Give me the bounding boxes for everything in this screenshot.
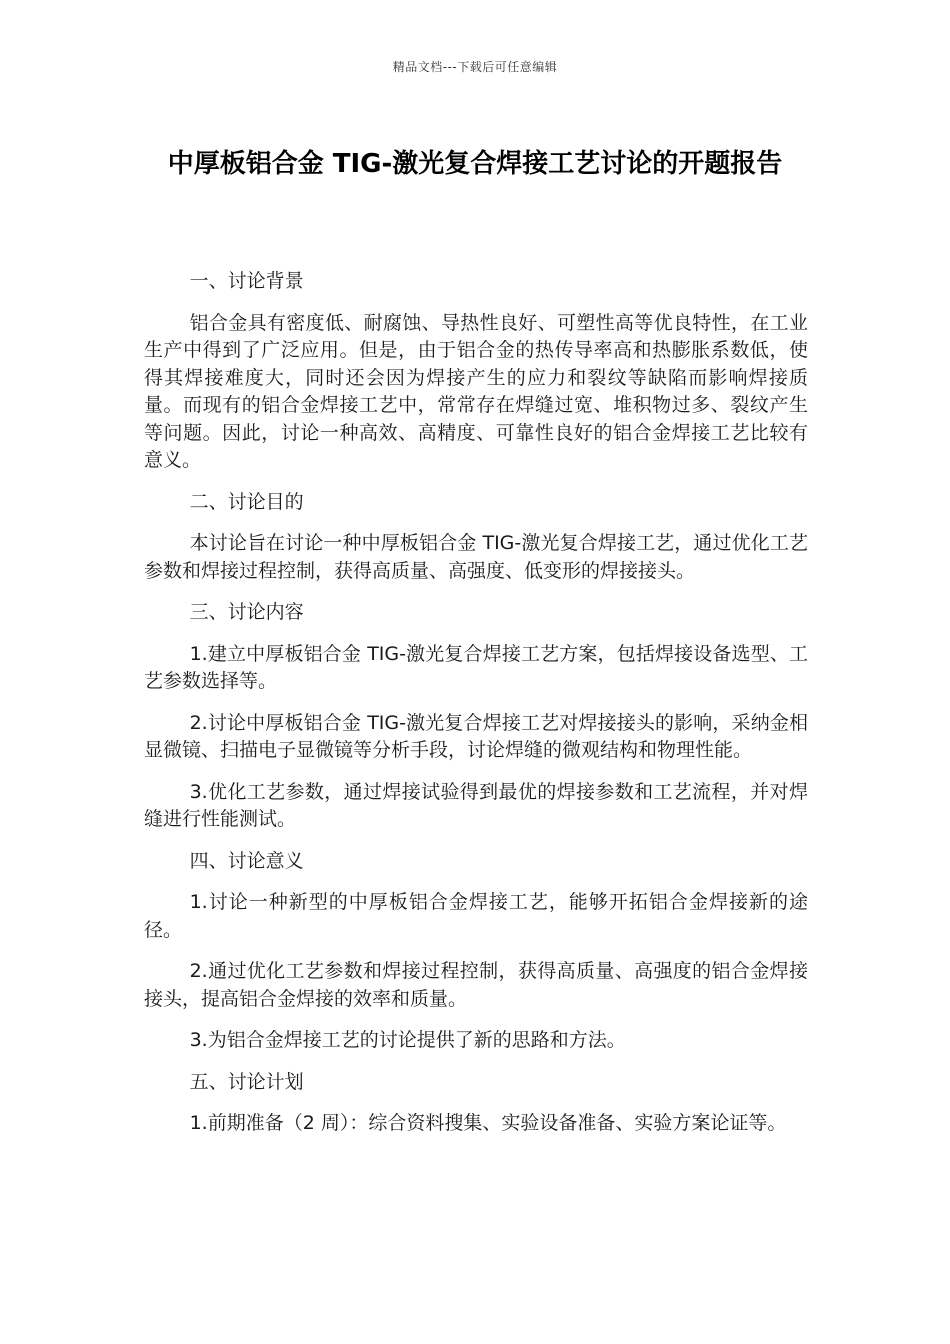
paragraph: 1.建立中厚板铝合金 TIG-激光复合焊接工艺方案，包括焊接设备选型、工艺参数选择等。	[144, 642, 808, 692]
paragraph: 3.为铝合金焊接工艺的讨论提供了新的思路和方法。	[189, 1029, 626, 1051]
section-heading: 二、讨论目的	[189, 490, 304, 513]
section-heading: 三、讨论内容	[189, 601, 304, 623]
paragraph: 2.讨论中厚板铝合金 TIG-激光复合焊接工艺对焊接接头的影响，采纳金相显微镜、扫描电子显微镜等分析手段，讨论焊缝的微观结构和物理性能。	[144, 711, 808, 761]
document-body	[144, 268, 808, 1152]
paragraph: 1.讨论一种新型的中厚板铝合金焊接工艺，能够开拓铝合金焊接新的途径。	[144, 891, 808, 941]
paragraph: 本讨论旨在讨论一种中厚板铝合金 TIG-激光复合焊接工艺，通过优化工艺参数和焊接过程控制，获得高质量、高强度、低变形的焊接接头。	[144, 532, 808, 582]
paragraph: 铝合金具有密度低、耐腐蚀、导热性良好、可塑性高等优良特性，在工业生产中得到了广泛应用。但是，由于铝合金的热传导率高和热膨胀系数低，使得其焊接难度大，同时还会因为焊接产生的应力和裂纹等缺陷而影响焊接质量。而现有的铝合金焊接工艺中，常常存在焊缝过宽、堆积物过多、裂纹产生等问题。因此，讨论一种高效、高精度、可靠性良好的铝合金焊接工艺比较有意义。	[144, 311, 808, 471]
section-heading: 五、讨论计划	[189, 1070, 304, 1093]
paragraph: 3.优化工艺参数，通过焊接试验得到最优的焊接参数和工艺流程，并对焊缝进行性能测试。	[144, 780, 808, 830]
header-note: 精品文档---下载后可任意编辑	[392, 60, 558, 74]
section-heading: 一、讨论背景	[189, 270, 304, 292]
paragraph: 1.前期准备（2 周）：综合资料搜集、实验设备准备、实验方案论证等。	[189, 1112, 787, 1134]
section-heading: 四、讨论意义	[189, 849, 304, 872]
document-title: 中厚板铝合金 TIG-激光复合焊接工艺讨论的开题报告	[167, 149, 783, 179]
paragraph: 2.通过优化工艺参数和焊接过程控制，获得高质量、高强度的铝合金焊接接头，提高铝合金焊接的效率和质量。	[144, 960, 808, 1010]
